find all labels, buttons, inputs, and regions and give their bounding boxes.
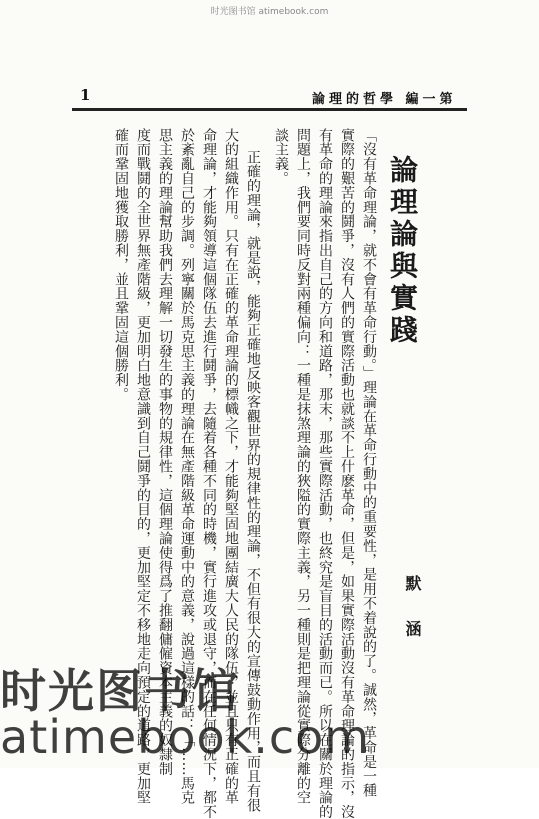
watermark-cn: 时光图书馆 xyxy=(0,664,240,718)
running-head: 論理的哲學 編一第 xyxy=(312,92,457,107)
watermark-en: atimebook.com xyxy=(0,710,371,764)
body-column-1: 「沒有革命理論，就不會有革命行動。」理論在革命行動中的重要性，是用不着說的了。誠然，革命是一種 xyxy=(361,128,377,798)
article-title: 論理論與實踐 xyxy=(386,155,419,347)
header-rule xyxy=(72,108,467,111)
page-number: 1 xyxy=(80,86,91,104)
body-column-12: 確而鞏固地獲取勝利，並且鞏固這個勝利。 xyxy=(113,128,129,402)
body-column-11: 度而戰鬪的全世界無產階級，更加明白地意識到自己鬪爭的目的，更加堅定不移地走向預定的道路，更加堅 xyxy=(135,128,151,805)
body-column-10: 思主義的理論幫助我們去理解一切發生的事物的規律性，這個理論使得爲了推翻傭僱資本主義的奴隸制 xyxy=(157,128,173,776)
body-column-8: 命理論，才能夠領導這個隊伍去進行鬪爭，去隨着各種不同的時機，實行進攻或退守，而在任何情況下，都不 xyxy=(201,128,217,819)
body-column-3: 有革命的理論來指出自己的方向和道路，那末，那些實際活動，也終究是盲目的活動而已。所以在關於理論的 xyxy=(317,128,333,819)
body-column-4: 問題上，我們要同時反對兩種偏向：一種是抹煞理論的狹隘的實際主義，另一種則是把理論從實際分離的空 xyxy=(295,128,311,805)
body-column-2: 實際的艱苦的鬪爭，沒有人們的實際活動也就談不上什麽革命，但是，如果實際活動沒有革命理論的指示，沒 xyxy=(339,128,355,819)
body-column-5: 談主義。 xyxy=(273,128,289,186)
site-header: 时光图书馆 atimebook.com xyxy=(210,7,329,17)
body-column-9: 於紊亂自己的步調。列寧關於馬克思主義的理論在無產階級革命運動中的意義，說過這樣的話：「……馬克 xyxy=(179,128,195,805)
body-column-7: 大的組織作用。只有在正確的革命理論的標幟之下，才能夠堅固地團結廣大人民的隊伍，並且只有正確的革 xyxy=(223,128,239,805)
body-column-6: 正確的理論，就是說，能夠正確地反映客觀世界的規律性的理論，不但有很大的宣傳鼓動作用，而且有很 xyxy=(245,150,261,813)
article-author: 默 涵 xyxy=(403,575,422,649)
